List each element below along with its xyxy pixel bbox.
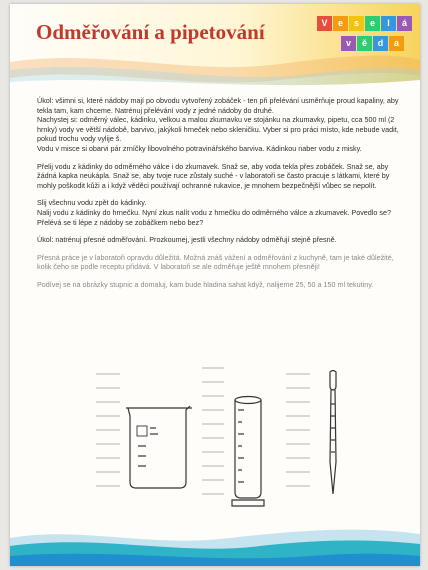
- logo-letter: d: [373, 36, 388, 51]
- precision-task-paragraph: Úkol: natrénuj přesné odměřování. Prozkoumej, jestli všechny nádoby odměřují stejně přesně.: [37, 235, 337, 245]
- coloring-paragraph: Vodu v misce si obarvi pár zrníčky libovolného potravinářského barviva. Kádinkou naber vodu z misky.: [37, 143, 362, 153]
- return-water-paragraph: Slij všechnu vodu zpět do kádinky.: [37, 198, 147, 208]
- logo-letter: e: [333, 16, 348, 31]
- scale-drawings: [10, 364, 420, 524]
- beaker-icon: [126, 406, 192, 488]
- instructions-body: [37, 96, 407, 298]
- brand-logo: [317, 16, 415, 54]
- materials-paragraph: Nachystej si: odměrný válec, kádinku, velkou a malou zkumavku ve stojánku na zkumavky, pipetu, cca 500 ml (2 hrnky) vody ve větší nádobě, barvivo, jakýkoli hrneček nebo skleničku. Vyber si pro práci místo, kde nebude vadit, pokud trochu vody vylije š.: [37, 115, 399, 144]
- pipette-icon: [330, 371, 336, 495]
- logo-letter: v: [341, 36, 356, 51]
- logo-letter: á: [397, 16, 412, 31]
- logo-letter: s: [349, 16, 364, 31]
- scale-figure: [10, 364, 420, 524]
- scale-exercise-paragraph: Podívej se na obrázky stupnic a domaluj, kam bude hladina sahat když, nalijeme 25, 50 a 150 ml tekutiny.: [37, 279, 374, 289]
- graduated-cylinder-icon: [232, 397, 264, 507]
- cup-paragraph: Nalij vodu z kádinky do hrnečku. Nyní zkus nalít vodu z hrnečku do odměrného válce a zkumavek. Povedlo se? Přelévá se ti lépe z nádoby se zobáčkem nebo bez?: [37, 207, 391, 227]
- footer-wave: [10, 520, 420, 566]
- worksheet-page: [10, 4, 420, 566]
- logo-letter: ě: [357, 36, 372, 51]
- page-title: Odměřování a pipetování: [36, 20, 265, 44]
- precision-note-paragraph: Přesná práce je v laboratoři opravdu důležitá. Možná znáš vážení a odměřování z kuchyně, tam je také důležité, kolik čeho se podle receptu přidává. V laboratoři se ale odměřuje ještě mnohem přesněji!: [37, 252, 394, 272]
- header-band: [10, 4, 420, 90]
- beaker-scale-lines: [96, 374, 120, 486]
- task-paragraph: Úkol: všimni si, které nádoby mají po obvodu vytvořený zobáček - ten při přelévání usměrňuje proud kapaliny, aby tekla tam, kam chceme. Natrénuj přelévání vody z jedné nádoby do druhé.: [37, 96, 399, 115]
- cylinder-scale-lines: [202, 368, 224, 494]
- logo-letter: l: [381, 16, 396, 31]
- logo-letter: e: [365, 16, 380, 31]
- logo-letter: a: [389, 36, 404, 51]
- pouring-paragraph: Přelij vodu z kádinky do odměrného válce i do zkumavek. Snaž se, aby voda tekla přes zobáček. Snaž se, aby žádná kapka neukápla. Snaž se, aby tvoje ruce zůstaly suché - v laboratoři se často pracuje s látkami, které by mohly poškodit kůži a i když věděci používají ochranné rukavice, je mnohem bezpečnější vůbec se nepolít.: [37, 161, 390, 190]
- pipette-scale-lines: [286, 374, 310, 486]
- logo-letter: V: [317, 16, 332, 31]
